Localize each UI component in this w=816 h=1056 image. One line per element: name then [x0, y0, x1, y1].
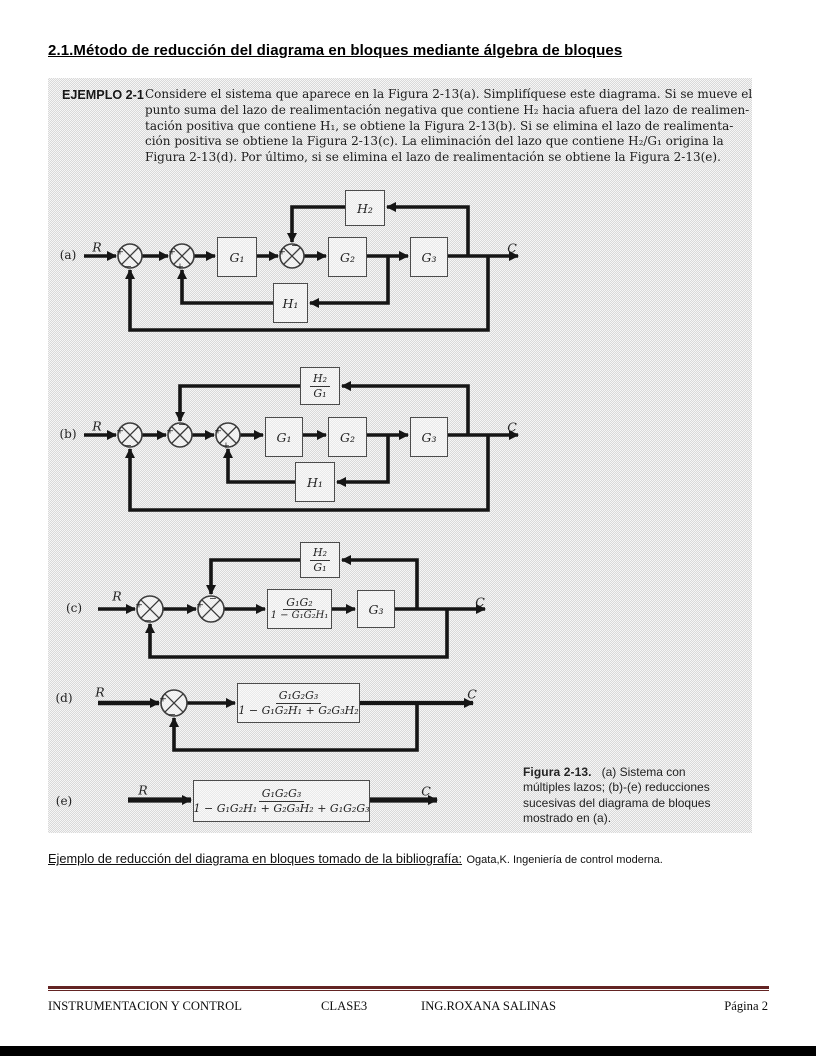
footer-course: INSTRUMENTACION Y CONTROL	[48, 999, 242, 1013]
block-g1: G₁	[265, 417, 303, 457]
example-body-line: punto suma del lazo de realimentación negativa que contiene H₂ hacia afuera del lazo de realimen-	[145, 102, 750, 117]
plus-sign: +	[196, 599, 204, 611]
block-g3: G₃	[410, 237, 448, 277]
input-signal-label: R	[112, 588, 122, 604]
footer-rule	[48, 986, 769, 991]
source-note	[48, 850, 663, 868]
diagram-b-label: (b)	[59, 427, 77, 441]
plus-sign: +	[176, 261, 184, 273]
plus-sign: +	[278, 246, 286, 258]
input-signal-label: R	[92, 239, 102, 255]
minus-sign: −	[209, 593, 217, 605]
plus-sign: +	[222, 440, 230, 452]
block-g2: G₂	[328, 417, 367, 457]
figure-caption-number: Figura 2-13.	[523, 765, 592, 779]
plus-sign: +	[159, 693, 167, 705]
example-label: EJEMPLO 2-1	[62, 88, 144, 102]
input-signal-label: R	[95, 684, 105, 700]
block-h2: H₂	[345, 190, 385, 226]
output-signal-label: C	[475, 594, 485, 610]
plus-sign: +	[168, 246, 176, 258]
plus-sign: +	[166, 425, 174, 437]
minus-sign: −	[291, 240, 299, 252]
plus-sign: +	[116, 425, 124, 437]
diagram-a-label: (a)	[59, 248, 77, 262]
output-signal-label: C	[507, 240, 517, 256]
example-body-line: Considere el sistema que aparece en la Figura 2-13(a). Simplifíquese este diagrama. Si se mueve el	[145, 87, 753, 101]
diagram-d-label: (d)	[55, 691, 73, 705]
footer-class: CLASE3	[321, 999, 368, 1013]
footer-author: ING.ROXANA SALINAS	[421, 999, 557, 1013]
block-closed-loop-e: $\frac{\text{G₁G₂G₃}}{\text{1 − G₁G₂H₁ + G₂G₃H₂ + G₁G₂G₃}}$	[193, 780, 370, 822]
block-g3: G₃	[410, 417, 448, 457]
example-body-line: ción positiva se obtiene la Figura 2-13(c). La eliminación del lazo que contiene H₂/G₁ origina la	[145, 134, 724, 149]
plus-sign: +	[116, 246, 124, 258]
block-g1g2-loop: $\frac{\text{G₁G₂}}{\text{1 − G₁G₂H₁}}$	[267, 589, 332, 629]
diagram-c-label: (c)	[65, 601, 83, 615]
output-signal-label: C	[467, 686, 477, 702]
plus-sign: +	[214, 425, 222, 437]
page-title: 2.1.Método de reducción del diagrama en bloques mediante álgebra de bloques	[48, 42, 623, 59]
minus-sign: −	[144, 615, 152, 627]
block-closed-loop-d: $\frac{\text{G₁G₂G₃}}{\text{1 − G₁G₂H₁ + G₂G₃H₂}}$	[237, 683, 360, 723]
block-h2-over-g1: $\frac{\text{H₂}}{\text{G₁}}$	[300, 542, 340, 578]
minus-sign: −	[178, 419, 186, 431]
figure-image	[48, 78, 752, 833]
input-signal-label: R	[138, 782, 148, 798]
minus-sign: −	[168, 709, 176, 721]
minus-sign: −	[124, 440, 132, 452]
block-h2-over-g1: $\frac{\text{H₂}}{\text{G₁}}$	[300, 367, 340, 405]
example-body-line: tación positiva que contiene H₁, se obtiene la Figura 2-13(b). Si se elimina el lazo de realimenta-	[145, 118, 734, 133]
output-signal-label: C	[507, 419, 517, 435]
page-bottom-border	[0, 1046, 816, 1056]
block-g1: G₁	[217, 237, 257, 277]
diagram-e-label: (e)	[55, 794, 73, 808]
block-g2: G₂	[328, 237, 367, 277]
example-body-line: Figura 2-13(d). Por último, si se elimina el lazo de realimentación se obtiene la Figura 2-13(e).	[145, 150, 721, 165]
minus-sign: −	[124, 261, 132, 273]
block-diagram-lines	[48, 78, 752, 833]
plus-sign: +	[135, 599, 143, 611]
output-signal-label: C	[421, 783, 431, 799]
source-note-underlined: Ejemplo de reducción del diagrama en bloques tomado de la bibliografía:	[48, 851, 463, 866]
block-h1: H₁	[273, 283, 308, 323]
block-h1: H₁	[295, 462, 335, 502]
input-signal-label: R	[92, 418, 102, 434]
footer-page-number: Página 2	[724, 999, 768, 1013]
figure-caption: Figura 2-13. (a) Sistema con múltiples lazos; (b)-(e) reducciones sucesivas del diagrama de bloques mostrado en (a).	[523, 765, 711, 825]
source-note-citation: Ogata,K. Ingeniería de control moderna.	[466, 854, 663, 866]
block-g3: G₃	[357, 590, 395, 628]
